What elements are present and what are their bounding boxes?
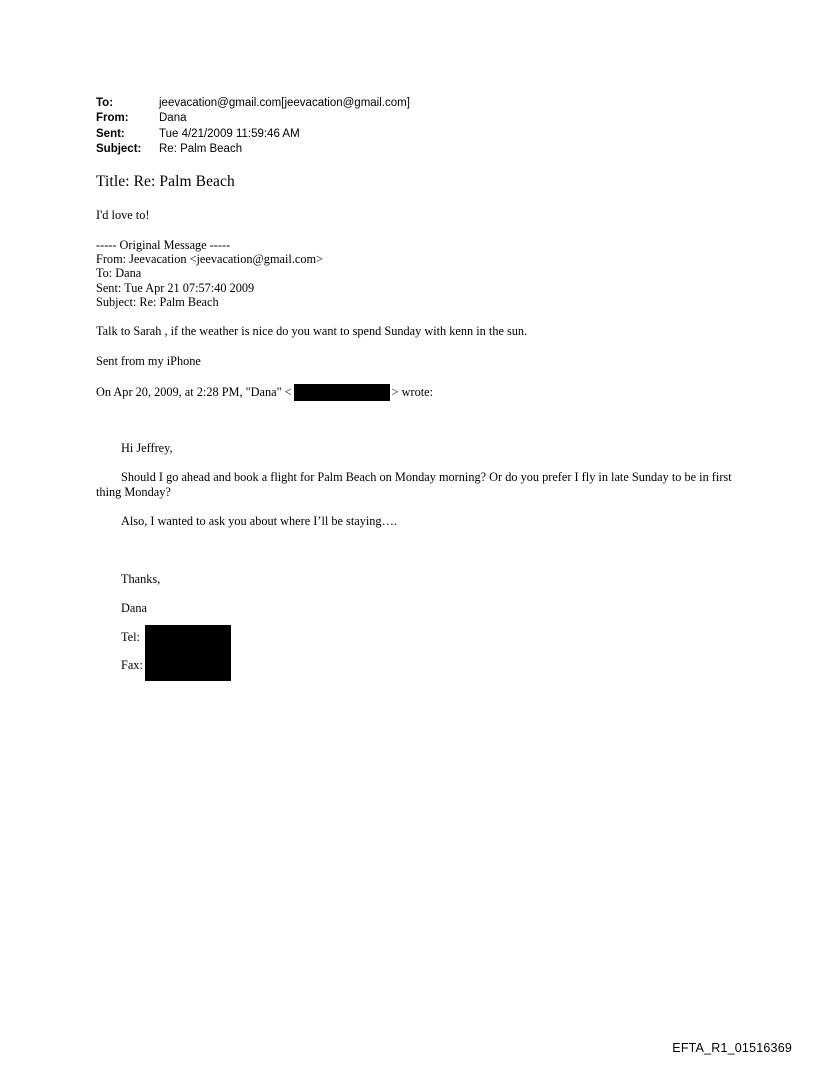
original-message-sent: Sent: Tue Apr 21 07:57:40 2009 (96, 281, 255, 295)
quoted-intro-after: > wrote: (391, 384, 434, 399)
bates-number: EFTA_R1_01516369 (672, 1041, 792, 1055)
quoted-sender: Dana (121, 601, 147, 615)
header-label-subject: Subject: (96, 143, 142, 156)
header-row-sent (96, 127, 716, 142)
header-label-to: To: (96, 97, 114, 109)
reply-text: I'd love to! (96, 208, 150, 222)
original-message-subject: Subject: Re: Palm Beach (96, 295, 219, 309)
header-label-from: From: (96, 112, 129, 125)
redaction-block-email (294, 384, 390, 401)
quoted-paragraph-1: Should I go ahead and book a flight for Palm Beach on Monday morning? Or do you prefer I fly in late Sunday to be in first thing Monday? (96, 470, 732, 499)
contact-row-fax (121, 653, 381, 681)
redaction-block-tel (145, 625, 231, 653)
original-message-signature: Sent from my iPhone (96, 354, 201, 368)
header-row-to (96, 96, 716, 111)
contact-row-tel (121, 625, 381, 653)
header-label-sent: Sent: (96, 127, 125, 140)
header-value-from: Dana (159, 112, 187, 125)
original-message-body: Talk to Sarah , if the weather is nice do you want to spend Sunday with kenn in the sun. (96, 324, 528, 338)
quoted-intro-wrapper (96, 383, 736, 400)
email-header (96, 96, 716, 158)
contact-label-fax: Fax: (121, 658, 143, 672)
quoted-intro-before: On Apr 20, 2009, at 2:28 PM, "Dana" < (96, 384, 292, 399)
header-value-sent: Tue 4/21/2009 11:59:46 AM (159, 127, 300, 140)
header-row-from (96, 111, 716, 126)
contact-label-tel: Tel: (121, 630, 140, 644)
page-title: Title: Re: Palm Beach (96, 173, 235, 190)
quoted-closing: Thanks, (121, 572, 161, 586)
header-value-subject: Re: Palm Beach (159, 143, 243, 156)
original-message-separator: ----- Original Message ----- (96, 238, 231, 252)
redaction-block-fax (145, 653, 231, 681)
header-value-to: jeevacation@gmail.com[jeevacation@gmail.com] (159, 97, 410, 109)
contact-block (121, 625, 381, 681)
quoted-paragraph-2: Also, I wanted to ask you about where I’ll be staying…. (121, 514, 397, 528)
original-message-to: To: Dana (96, 266, 142, 280)
quoted-intro-line (96, 383, 736, 400)
quoted-greeting: Hi Jeffrey, (121, 441, 173, 455)
header-row-subject (96, 142, 716, 157)
original-message-from: From: Jeevacation <jeevacation@gmail.com> (96, 252, 323, 266)
